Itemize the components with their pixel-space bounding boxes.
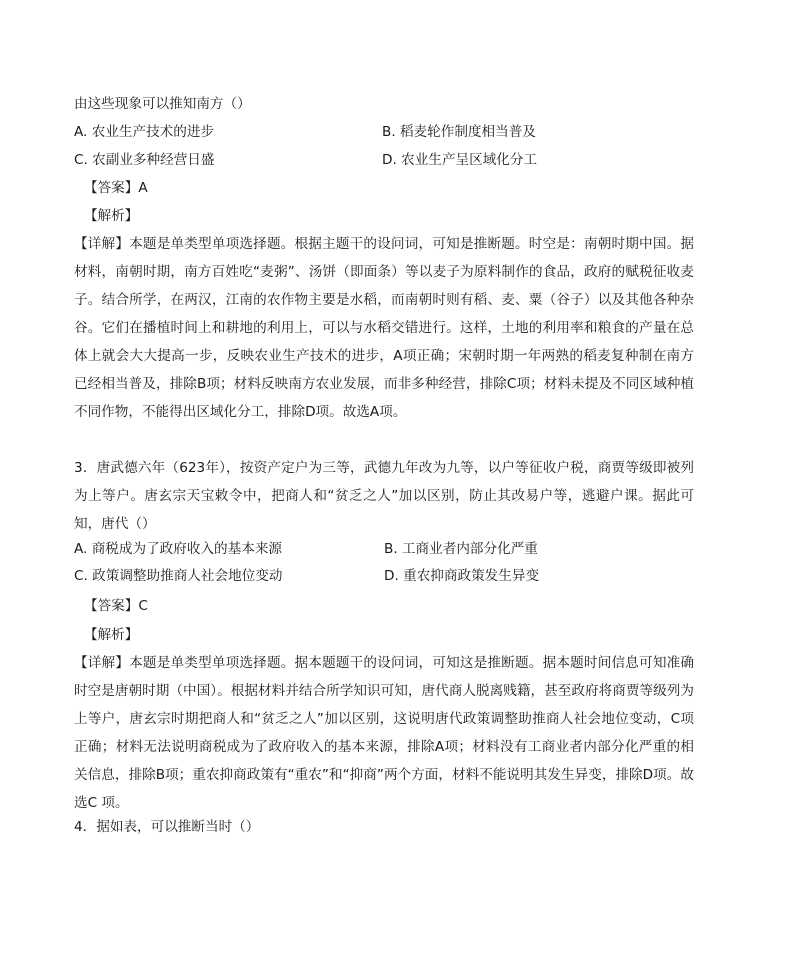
question-3-option-a: A. 商税成为了政府收入的基本来源 — [74, 541, 283, 557]
question-2-option-c: C. 农副业多种经营日盛 — [74, 152, 215, 168]
question-2-detailed-explanation: 【详解】本题是单类型单项选择题。根据主题干的设问词，可知是推断题。时空是：南朝时期中国。据材料，南朝时期，南方百姓吃“麦粥”、汤饼（即面条）等以麦子为原料制作的食品，政府的赋税征收麦子。结合所学，在两汉，江南的农作物主要是水稻，而南朝时则有稻、麦、粟（谷子）以及其他各种杂谷。它们在播植时间上和耕地的利用上，可以与水稻交错进行。这样，土地的利用率和粮食的产量在总体上就会大大提高一步，反映农业生产技术的进步，A项正确；宋朝时期一年两熟的稻麦复种制在南方已经相当普及，排除B项；材料反映南方农业发展，而非多种经营，排除C项；材料未提及不同区域种植不同作物，不能得出区域化分工，排除D项。故选A项。 — [74, 236, 694, 420]
question-3-detailed-explanation: 【详解】本题是单类型单项选择题。据本题题干的设问词，可知这是推断题。据本题时间信息可知准确时空是唐朝时期（中国）。根据材料并结合所学知识可知，唐代商人脱离贱籍，甚至政府将商贾等级列为上等户，唐玄宗时期把商人和“贫乏之人”加以区别，这说明唐代政策调整助推商人社会地位变动，C项正确；材料无法说明商税成为了政府收入的基本来源，排除A项；材料没有工商业者内部分化严重的相关信息，排除B项；重农抑商政策有“重农”和“抑商”两个方面，材料不能说明其发生异变，排除D项。故选C 项。 — [74, 655, 694, 811]
question-2-analysis-label: 【解析】 — [84, 208, 139, 224]
question-4-stem: 4．据如表，可以推断当时（） — [74, 819, 260, 835]
question-3-option-d: D. 重农抑商政策发生异变 — [384, 568, 540, 584]
question-2-option-b: B. 稻麦轮作制度相当普及 — [382, 124, 536, 140]
question-2-option-d: D. 农业生产呈区域化分工 — [382, 152, 538, 168]
question-3-option-c: C. 政策调整助推商人社会地位变动 — [74, 568, 283, 584]
question-3-analysis-label: 【解析】 — [84, 627, 139, 643]
question-3-stem: 3．唐武德六年（623年），按资产定户为三等，武德九年改为九等，以户等征收户税，商贾等级即被列为上等户。唐玄宗天宝敕令中，把商人和“贫乏之人”加以区别，防止其改易户等，逃避户课。据此可知，唐代（） — [74, 460, 694, 532]
question-3-option-b: B. 工商业者内部分化严重 — [384, 541, 538, 557]
question-2-option-a: A. 农业生产技术的进步 — [74, 124, 215, 140]
question-2-answer: 【答案】A — [84, 180, 148, 196]
question-3-answer: 【答案】C — [84, 598, 148, 614]
question-2-stem-tail: 由这些现象可以推知南方（） — [74, 96, 251, 112]
